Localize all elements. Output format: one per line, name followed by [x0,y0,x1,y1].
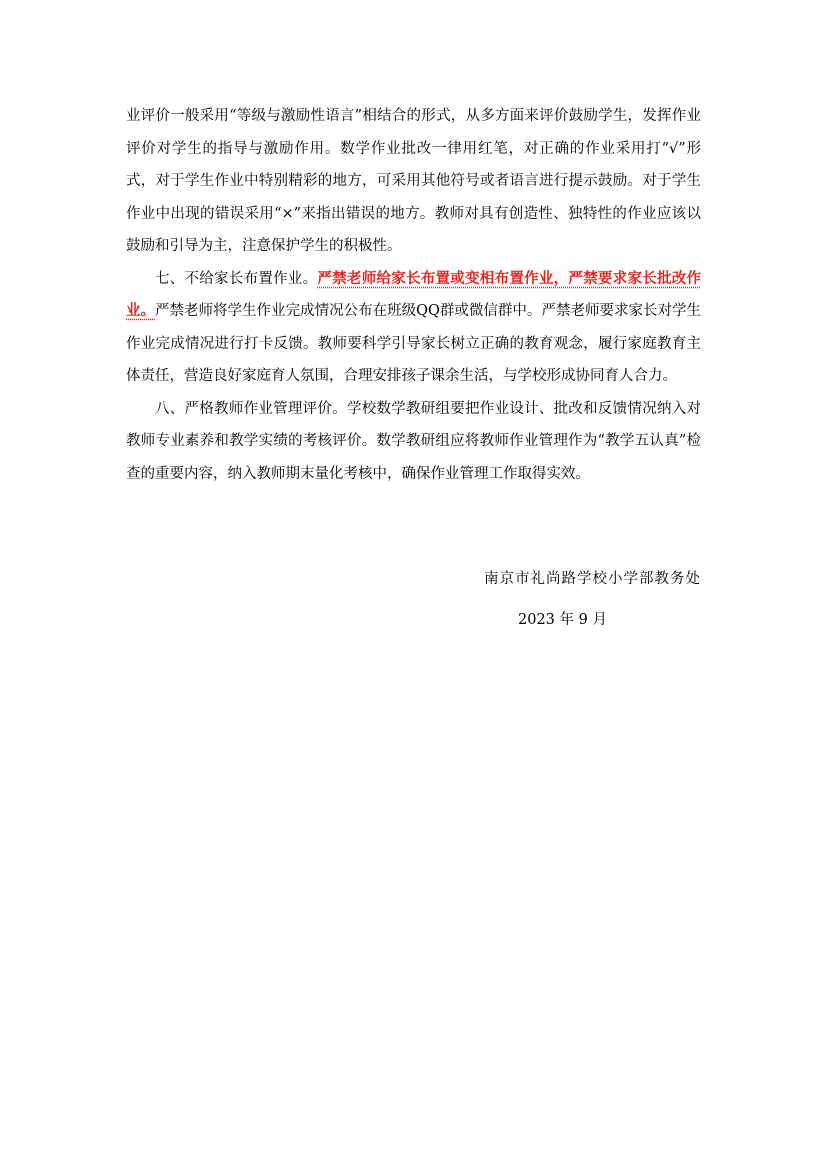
paragraph-text: 学校数学教研组要把作业设计、批改和反馈情况纳入对教师专业素养和教学实绩的考核评价。数学教研组应将教师作业管理作为“教学五认真”检查的重要内容，纳入教师期末量化考核中，确保作业管理工作取得实效。 [126,400,702,482]
document-body [126,100,701,490]
signature-date: 2023 年 9 月 [518,612,607,628]
paragraph-text: 业评价一般采用“等级与激励性语言”相结合的形式，从多方面来评价鼓励学生，发挥作业评价对学生的指导与激励作用。数学作业批改一律用红笔，对正确的作业采用打“√”形式，对于学生作业中特别精彩的地方，可采用其他符号或者语言进行提示鼓励。对于学生作业中出现的错误采用“×”来指出错误的地方。教师对具有创造性、独特性的作业应该以鼓励和引导为主，注意保护学生的积极性。 [126,108,701,254]
paragraph-homework-evaluation [126,100,701,263]
section-heading-eight: 八、严格教师作业管理评价。 [155,400,347,417]
paragraph-text: 严禁老师将学生作业完成情况公布在班级QQ群或微信群中。严禁老师要求家长对学生作业完成情况进行打卡反馈。教师要科学引导家长树立正确的教育观念，履行家庭教育主体责任，营造良好家庭育人氛围，合理安排孩子课余生活，与学校形成协同育人合力。 [126,303,701,384]
paragraph-no-parent-homework [126,263,701,393]
signature-organization: 南京市礼尚路学校小学部教务处 [484,571,701,587]
paragraph-teacher-evaluation [126,393,701,491]
emphasized-prohibition: 严禁老师给家长布置或变相布置作业，严禁要求家长批改作业。 [126,269,702,319]
section-heading-seven: 七、不给家长布置作业。 [155,270,318,287]
